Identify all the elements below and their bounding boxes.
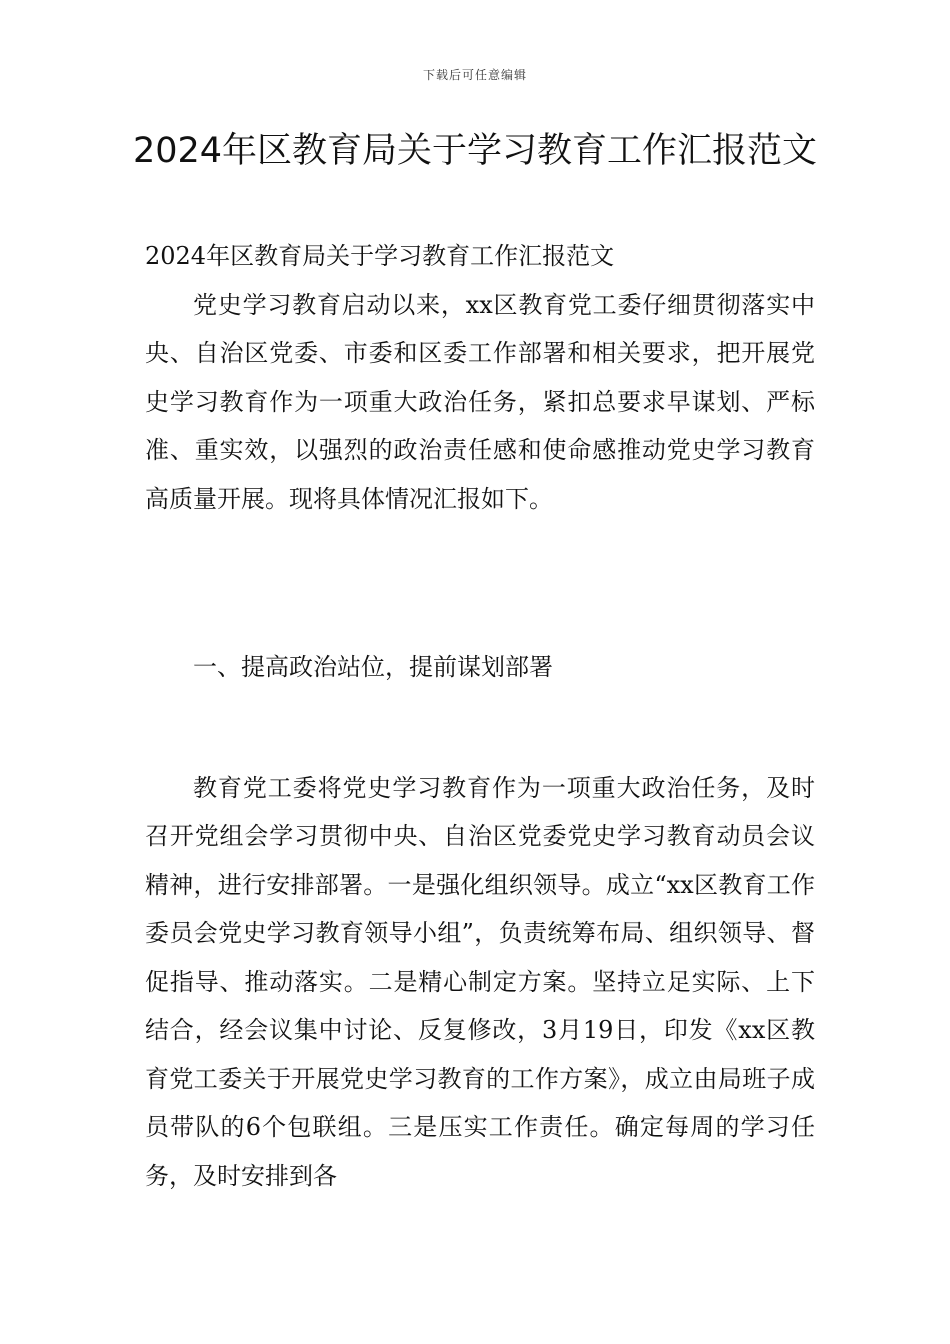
document-title: 2024年区教育局关于学习教育工作汇报范文 — [132, 131, 818, 171]
intro-paragraph: 党史学习教育启动以来，xx区教育党工委仔细贯彻落实中央、自治区党委、市委和区委工作部署和相关要求，把开展党史学习教育作为一项重大政治任务，紧扣总要求早谋划、严标准、重实效，以强烈的政治责任感和使命感推动党史学习教育高质量开展。现将具体情况汇报如下。 — [145, 290, 815, 513]
spacer — [145, 523, 815, 643]
section-paragraph: 教育党工委将党史学习教育作为一项重大政治任务，及时召开党组会学习贯彻中央、自治区党委党史学习教育动员会议精神，进行安排部署。一是强化组织领导。成立“xx区教育工作委员会党史学习教育领导小组”，负责统筹布局、组织领导、督促指导、推动落实。二是精心制定方案。坚持立足实际、上下结合，经会议集中讨论、反复修改，3月19日，印发《xx区教育党工委关于开展党史学习教育的工作方案》，成立由局班子成员带队的6个包联组。三是压实工作责任。确定每周的学习任务，及时安排到各 — [145, 773, 815, 1190]
document-body — [145, 232, 815, 1200]
spacer — [145, 692, 815, 764]
header-note: 下载后可任意编辑 — [422, 68, 527, 82]
document-subtitle: 2024年区教育局关于学习教育工作汇报范文 — [145, 242, 615, 270]
section-heading: 一、提高政治站位，提前谋划部署 — [193, 653, 553, 681]
